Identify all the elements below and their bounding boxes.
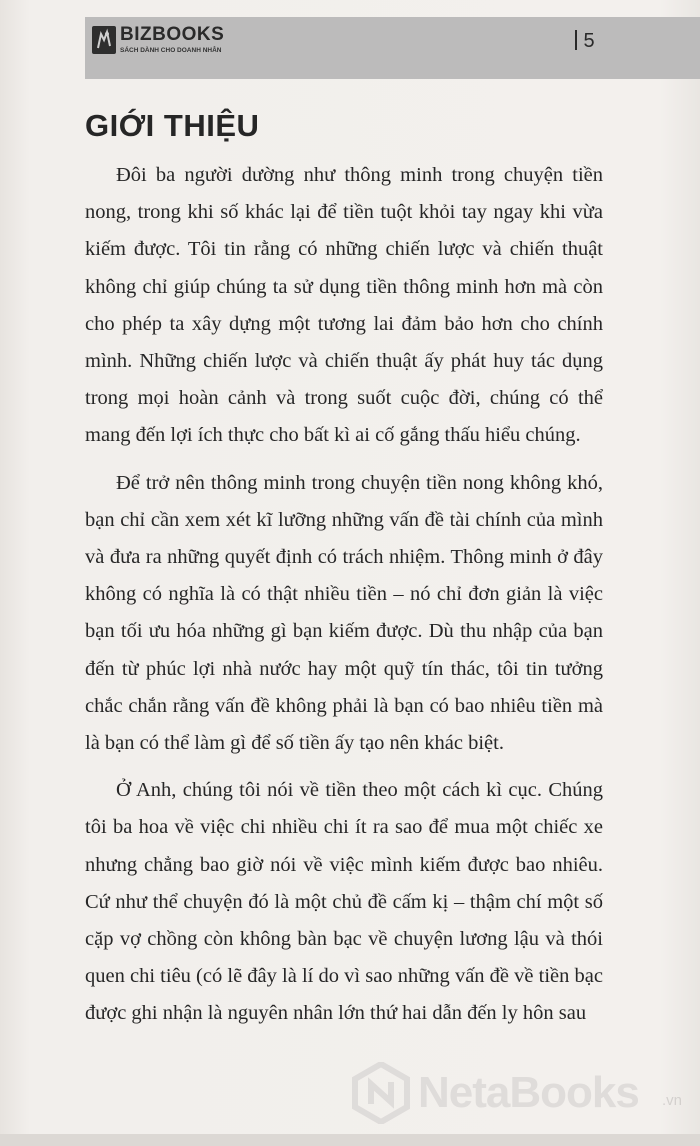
publisher-logo — [92, 24, 252, 66]
watermark — [352, 1058, 700, 1128]
netabooks-logo-icon — [352, 1062, 410, 1124]
brand-tagline: SÁCH DÀNH CHO DOANH NHÂN — [120, 47, 222, 54]
body-text — [85, 157, 603, 1033]
chapter-title: GIỚI THIỆU — [85, 108, 260, 143]
page-bottom-edge — [0, 1134, 700, 1146]
brand-name: BIZBOOKS — [120, 24, 225, 45]
page-number-divider — [575, 30, 577, 50]
watermark-brand: NetaBooks — [418, 1068, 639, 1117]
paragraph: Ở Anh, chúng tôi nói về tiền theo một cách kì cục. Chúng tôi ba hoa về việc chi nhiều chi ít ra sao để mua một chiếc xe nhưng chẳng bao giờ nói về việc mình kiếm được bao nhiêu. Cứ như thể chuyện đó là một chủ đề cấm kị – thậm chí một số cặp vợ chồng còn không bàn bạc về chuyện lương lậu và thói quen chi tiêu (có lẽ đây là lí do vì sao những vấn đề về tiền bạc được ghi nhận là nguyên nhân lớn thứ hai dẫn đến ly hôn sau — [85, 779, 603, 1025]
page-number — [575, 30, 595, 53]
watermark-suffix: .vn — [662, 1092, 683, 1109]
paragraph: Đôi ba người dường như thông minh trong chuyện tiền nong, trong khi số khác lại để tiền tuột khỏi tay ngay khi vừa kiếm được. Tôi tin rằng có những chiến lược và chiến thuật không chỉ giúp chúng ta sử dụng tiền thông minh hơn mà còn cho phép ta xây dựng một tương lai đảm bảo hơn cho chính mình. Những chiến lược và chiến thuật ấy phát huy tác dụng trong mọi hoàn cảnh và trong suốt cuộc đời, chúng có thể mang đến lợi ích thực cho bất kì ai cố gắng thấu hiểu chúng. — [85, 164, 603, 447]
paragraph: Để trở nên thông minh trong chuyện tiền nong không khó, bạn chỉ cần xem xét kĩ lưỡng những vấn đề tài chính của mình và đưa ra những quyết định có trách nhiệm. Thông minh ở đây không có nghĩa là có thật nhiều tiền – nó chỉ đơn giản là việc bạn tối ưu hóa những gì bạn kiếm được. Dù thu nhập của bạn đến từ phúc lợi nhà nước hay một quỹ tín thác, tôi tin tưởng chắc chắn rằng vấn đề không phải là bạn có bao nhiêu tiền mà là bạn có thể làm gì để số tiền ấy tạo nên khác biệt. — [85, 471, 603, 755]
page-number-value: 5 — [583, 30, 595, 52]
bizbooks-logo-icon — [92, 26, 116, 54]
